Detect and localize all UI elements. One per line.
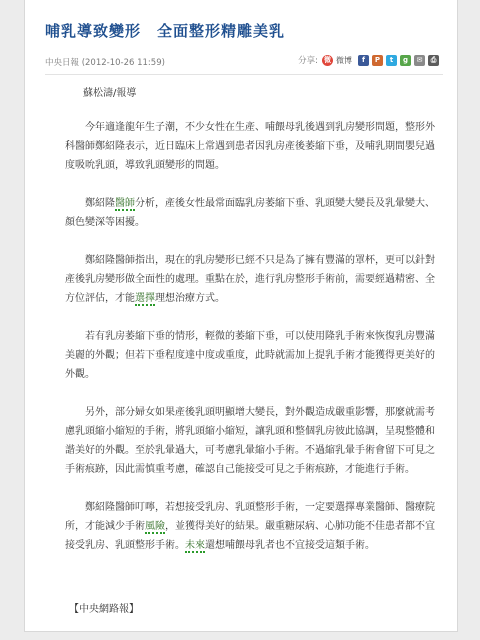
paragraph-3 [65,251,439,308]
text-run: 理想治療方式。 [155,293,225,304]
share-label: 分享: [298,56,318,66]
meta-row [45,54,443,70]
text-run: 鄭紹隆醫師叮嚀，若想接受乳房、乳頭整形手術，一定要選擇專業醫師、醫療院所，才能減少手術 [65,502,435,532]
keyword-link[interactable]: 醫師 [115,198,135,209]
article-title: 哺乳導致變形 全面整形精雕美乳 [45,22,286,40]
article-meta: 中央日報 (2012-10-26 11:59) [45,58,165,68]
weibo-label[interactable]: 微博 [336,55,352,65]
article-author: 蘇松濤/報導 [83,88,137,99]
email-icon[interactable]: ✉ [414,55,425,66]
paragraph-4: 若有乳房萎縮下垂的情形，輕微的萎縮下垂，可以使用隆乳手術來恢復乳房豐滿美麗的外觀；但若下垂程度達中度或重度，此時就需加上提乳手術才能獲得更美好的外觀。 [65,331,435,380]
article-page [24,0,458,632]
paragraph-6 [65,498,439,555]
keyword-link[interactable]: 風險 [145,521,165,532]
print-icon[interactable]: ⎙ [428,55,439,66]
text-run: 鄭紹隆 [85,198,115,209]
text-run: 分析，產後女性最常面臨乳房萎縮下垂、乳頭變大變長及乳暈變大、顏色變深等困擾。 [65,198,435,228]
share-bar [298,54,439,66]
text-run: 鄭紹隆醫師指出，現在的乳房變形已經不只是為了擁有豐滿的罩杯，更可以針對產後乳房變形做全面性的處理。重點在於，進行乳房整形手術前，需要經過精密、全方位評估，才能 [65,255,435,304]
keyword-link[interactable]: 未來 [185,540,205,551]
article-body [65,118,439,574]
plurk-icon[interactable]: P [372,55,383,66]
facebook-icon[interactable]: f [358,55,369,66]
keyword-link[interactable]: 選擇 [135,293,155,304]
google-plus-icon[interactable]: g [400,55,411,66]
paragraph-1: 今年適逢龍年生子潮，不少女性在生產、哺餵母乳後遇到乳房變形問題，整形外科醫師鄭紹隆表示，近日臨床上常遇到患者因乳房產後萎縮下垂，及哺乳期間嬰兒過度吸吮乳頭，導致乳頭變形的問題。 [65,122,435,171]
text-run: ，並獲得美好的結果。嚴重糖尿病、心肺功能不佳患者都不宜接受乳房、乳頭整形手術。 [65,521,435,551]
weibo-icon[interactable]: 微 [324,55,331,64]
text-run: 還想哺餵母乳者也不宜接受這類手術。 [205,540,375,551]
paragraph-5: 另外，部分婦女如果產後乳頭明顯增大變長，對外觀造成嚴重影響，那麼就需考慮乳頭縮小縮短的手術，將乳頭縮小縮短，讓乳頭和整個乳房彼此協調，呈現整體和諧美好的外觀。至於乳暈過大，可考慮乳暈縮小手術。不過縮乳暈手術會留下可見之手術痕跡，因此需慎重考慮，確認自己能接受可見之手術痕跡，才能進行手術。 [65,407,435,475]
paragraph-2 [65,194,439,232]
twitter-icon[interactable]: t [386,55,397,66]
divider [45,74,443,75]
article-source: 【中央網路報】 [69,604,139,615]
